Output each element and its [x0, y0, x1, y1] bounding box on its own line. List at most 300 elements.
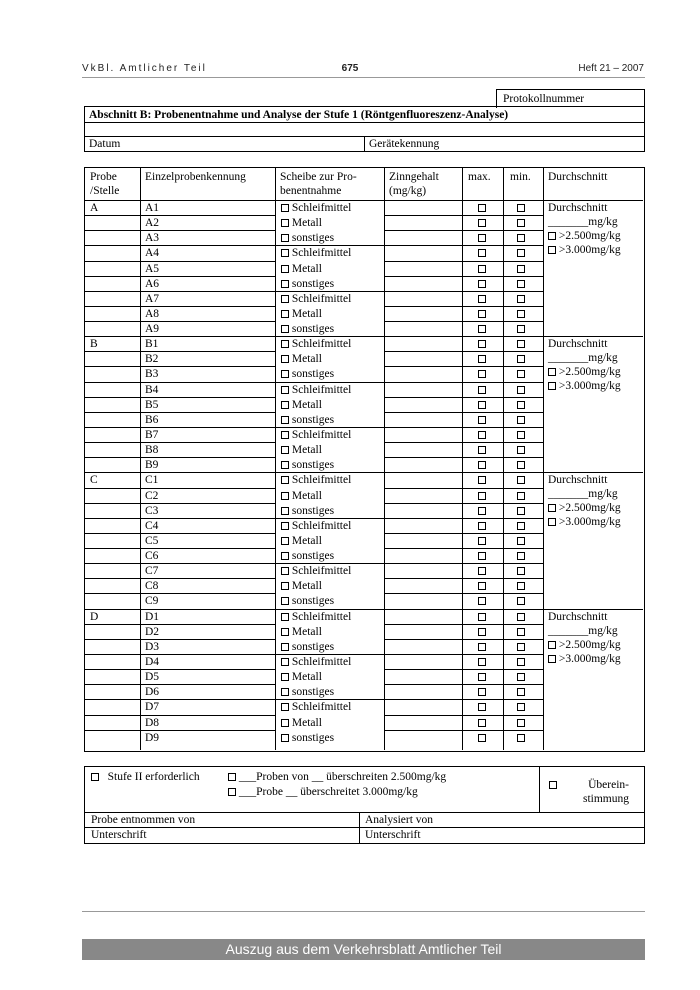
checkbox-icon[interactable] — [281, 386, 289, 394]
max-checkbox[interactable] — [478, 443, 486, 457]
checkbox-icon[interactable] — [478, 522, 486, 530]
zinngehalt-input[interactable] — [385, 670, 461, 683]
checkbox-icon[interactable] — [281, 492, 289, 500]
checkbox-icon[interactable] — [281, 310, 289, 318]
max-checkbox[interactable] — [478, 594, 486, 608]
min-checkbox[interactable] — [517, 443, 525, 457]
geraetekennung-label: Gerätekennung — [369, 138, 440, 150]
max-checkbox[interactable] — [478, 292, 486, 306]
max-checkbox[interactable] — [478, 367, 486, 381]
disc-option[interactable] — [281, 519, 351, 533]
avg-title: Durchschnitt — [548, 202, 608, 214]
min-checkbox[interactable] — [517, 413, 525, 427]
zinngehalt-input[interactable] — [385, 700, 461, 713]
checkbox-icon[interactable] — [478, 673, 486, 681]
max-checkbox[interactable] — [478, 534, 486, 548]
zinngehalt-input[interactable] — [385, 262, 461, 275]
checkbox-icon[interactable] — [281, 522, 289, 530]
min-checkbox[interactable] — [517, 716, 525, 730]
checkbox-icon[interactable] — [478, 265, 486, 273]
checkbox-icon[interactable] — [281, 643, 289, 651]
disc-option[interactable] — [281, 594, 334, 608]
divider — [85, 230, 275, 231]
checkbox-icon[interactable] — [478, 295, 486, 303]
disc-option[interactable] — [281, 716, 322, 730]
checkbox-icon[interactable] — [281, 507, 289, 515]
zinngehalt-input[interactable] — [385, 625, 461, 638]
zinngehalt-input[interactable] — [385, 579, 461, 592]
checkbox-icon[interactable] — [281, 219, 289, 227]
disc-option[interactable] — [281, 337, 351, 351]
disc-option[interactable] — [281, 655, 351, 669]
max-checkbox[interactable] — [478, 383, 486, 397]
disc-option[interactable] — [281, 625, 322, 639]
zinngehalt-input[interactable] — [385, 292, 461, 305]
disc-option[interactable] — [281, 322, 334, 336]
min-checkbox[interactable] — [517, 337, 525, 351]
max-checkbox[interactable] — [478, 504, 486, 518]
max-checkbox[interactable] — [478, 610, 486, 624]
checkbox-icon[interactable] — [517, 340, 525, 348]
checkbox-icon[interactable] — [548, 246, 556, 254]
checkbox-icon[interactable] — [517, 734, 525, 742]
checkbox-icon[interactable] — [478, 401, 486, 409]
zinngehalt-input[interactable] — [385, 489, 461, 502]
disc-option[interactable] — [281, 458, 334, 472]
checkbox-icon[interactable] — [517, 522, 525, 530]
checkbox-icon[interactable] — [281, 249, 289, 257]
disc-option[interactable] — [281, 413, 334, 427]
checkbox-icon[interactable] — [548, 382, 556, 390]
min-checkbox[interactable] — [517, 579, 525, 593]
min-checkbox[interactable] — [517, 670, 525, 684]
min-checkbox[interactable] — [517, 519, 525, 533]
checkbox-icon[interactable] — [478, 234, 486, 242]
disc-option-label: Schleifmittel — [291, 338, 352, 351]
min-checkbox[interactable] — [517, 473, 525, 487]
checkbox-icon[interactable] — [478, 613, 486, 621]
checkbox-icon[interactable] — [517, 613, 525, 621]
checkbox-icon[interactable] — [281, 265, 289, 273]
checkbox-icon[interactable] — [478, 537, 486, 545]
checkbox-icon[interactable] — [517, 431, 525, 439]
checkbox-icon[interactable] — [478, 567, 486, 575]
max-checkbox[interactable] — [478, 549, 486, 563]
max-checkbox[interactable] — [478, 398, 486, 412]
checkbox-icon[interactable] — [281, 476, 289, 484]
disc-option[interactable] — [281, 352, 322, 366]
disc-option[interactable] — [281, 216, 322, 230]
min-checkbox[interactable] — [517, 322, 525, 336]
max-checkbox[interactable] — [478, 428, 486, 442]
checkbox-icon[interactable] — [478, 643, 486, 651]
zinngehalt-input[interactable] — [385, 504, 461, 517]
zinngehalt-input[interactable] — [385, 443, 461, 456]
avg-threshold-option[interactable] — [548, 652, 621, 666]
disc-option[interactable] — [281, 428, 351, 442]
max-checkbox[interactable] — [478, 201, 486, 215]
checkbox-icon[interactable] — [281, 340, 289, 348]
zinngehalt-input[interactable] — [385, 428, 461, 441]
checkbox-icon[interactable] — [478, 552, 486, 560]
checkbox-icon[interactable] — [478, 476, 486, 484]
min-checkbox[interactable] — [517, 610, 525, 624]
zinngehalt-input[interactable] — [385, 246, 461, 259]
disc-option[interactable] — [281, 670, 322, 684]
disc-option[interactable] — [281, 277, 334, 291]
checkbox-icon[interactable] — [478, 492, 486, 500]
disc-option[interactable] — [281, 246, 351, 260]
checkbox-icon[interactable] — [478, 703, 486, 711]
min-checkbox[interactable] — [517, 277, 525, 291]
zinngehalt-input[interactable] — [385, 549, 461, 562]
sample-id: D9 — [145, 731, 160, 744]
min-checkbox[interactable] — [517, 534, 525, 548]
checkbox-icon[interactable] — [478, 370, 486, 378]
checkbox-icon[interactable] — [281, 416, 289, 424]
zinngehalt-input[interactable] — [385, 519, 461, 532]
checkbox-icon[interactable] — [228, 788, 236, 796]
checkbox-icon[interactable] — [478, 507, 486, 515]
disc-option[interactable] — [281, 398, 322, 412]
disc-option[interactable] — [281, 700, 351, 714]
checkbox-icon[interactable] — [281, 567, 289, 575]
checkbox-icon[interactable] — [517, 249, 525, 257]
checkbox-icon[interactable] — [517, 325, 525, 333]
disc-option[interactable] — [281, 489, 322, 503]
checkbox-icon[interactable] — [281, 280, 289, 288]
checkbox-icon[interactable] — [478, 628, 486, 636]
checkbox-icon[interactable] — [281, 613, 289, 621]
min-checkbox[interactable] — [517, 685, 525, 699]
checkbox-icon[interactable] — [281, 204, 289, 212]
avg-value-field[interactable]: _______mg/kg — [548, 352, 618, 365]
disc-option[interactable] — [281, 367, 334, 381]
checkbox-icon[interactable] — [548, 641, 556, 649]
max-checkbox[interactable] — [478, 625, 486, 639]
max-checkbox[interactable] — [478, 655, 486, 669]
avg-value-field[interactable]: _______mg/kg — [548, 624, 618, 637]
max-checkbox[interactable] — [478, 685, 486, 699]
max-checkbox[interactable] — [478, 337, 486, 351]
min-checkbox[interactable] — [517, 594, 525, 608]
checkbox-icon[interactable] — [549, 781, 557, 789]
checkbox-icon[interactable] — [517, 461, 525, 469]
max-checkbox[interactable] — [478, 352, 486, 366]
checkbox-icon[interactable] — [517, 537, 525, 545]
zinngehalt-input[interactable] — [385, 216, 461, 229]
min-checkbox[interactable] — [517, 564, 525, 578]
checkbox-icon[interactable] — [281, 355, 289, 363]
disc-option[interactable] — [281, 610, 351, 624]
checkbox-icon[interactable] — [517, 567, 525, 575]
zinngehalt-input[interactable] — [385, 473, 461, 486]
min-checkbox[interactable] — [517, 292, 525, 306]
zinngehalt-input[interactable] — [385, 564, 461, 577]
avg-value-field[interactable]: _______mg/kg — [548, 488, 618, 501]
checkbox-icon[interactable] — [478, 688, 486, 696]
min-checkbox[interactable] — [517, 458, 525, 472]
max-checkbox[interactable] — [478, 413, 486, 427]
min-checkbox[interactable] — [517, 398, 525, 412]
checkbox-icon[interactable] — [478, 219, 486, 227]
checkbox-icon[interactable] — [517, 234, 525, 242]
checkbox-icon[interactable] — [281, 703, 289, 711]
checkbox-icon[interactable] — [517, 280, 525, 288]
checkbox-icon[interactable] — [548, 232, 556, 240]
proben-label: ___Proben von __ überschreiten 2.500mg/kg — [238, 771, 447, 783]
checkbox-icon[interactable] — [548, 655, 556, 663]
max-checkbox[interactable] — [478, 231, 486, 245]
checkbox-icon[interactable] — [281, 295, 289, 303]
checkbox-icon[interactable] — [478, 340, 486, 348]
uebereinstimmung-checkbox[interactable] — [549, 778, 557, 792]
disc-option[interactable] — [281, 201, 351, 215]
max-checkbox[interactable] — [478, 564, 486, 578]
zinngehalt-input[interactable] — [385, 383, 461, 396]
checkbox-icon[interactable] — [281, 537, 289, 545]
zinngehalt-input[interactable] — [385, 716, 461, 729]
max-checkbox[interactable] — [478, 473, 486, 487]
avg-threshold-option[interactable] — [548, 638, 621, 652]
checkbox-icon[interactable] — [281, 552, 289, 560]
max-checkbox[interactable] — [478, 700, 486, 714]
checkbox-icon[interactable] — [281, 628, 289, 636]
issue-label: Heft 21 – 2007 — [578, 63, 644, 74]
disc-option-label: Metall — [291, 716, 322, 729]
min-checkbox[interactable] — [517, 655, 525, 669]
checkbox-icon[interactable] — [517, 310, 525, 318]
disc-option[interactable] — [281, 231, 334, 245]
zinngehalt-input[interactable] — [385, 655, 461, 668]
max-checkbox[interactable] — [478, 458, 486, 472]
checkbox-icon[interactable] — [517, 204, 525, 212]
checkbox-icon[interactable] — [478, 446, 486, 454]
divider — [85, 397, 275, 398]
disc-option[interactable] — [281, 534, 322, 548]
disc-option[interactable] — [281, 579, 322, 593]
checkbox-icon[interactable] — [478, 719, 486, 727]
disc-option[interactable] — [281, 549, 334, 563]
checkbox-icon[interactable] — [517, 355, 525, 363]
sample-id: A7 — [145, 292, 160, 305]
min-checkbox[interactable] — [517, 307, 525, 321]
checkbox-icon[interactable] — [281, 325, 289, 333]
checkbox-icon[interactable] — [517, 386, 525, 394]
min-checkbox[interactable] — [517, 352, 525, 366]
min-checkbox[interactable] — [517, 262, 525, 276]
checkbox-icon[interactable] — [478, 582, 486, 590]
checkbox-icon[interactable] — [517, 628, 525, 636]
avg-threshold-option[interactable] — [548, 243, 621, 257]
checkbox-icon[interactable] — [517, 401, 525, 409]
checkbox-icon[interactable] — [478, 431, 486, 439]
max-checkbox[interactable] — [478, 277, 486, 291]
checkbox-icon[interactable] — [548, 504, 556, 512]
disc-option[interactable] — [281, 473, 351, 487]
zinngehalt-input[interactable] — [385, 367, 461, 380]
min-checkbox[interactable] — [517, 246, 525, 260]
checkbox-icon[interactable] — [478, 658, 486, 666]
checkbox-icon[interactable] — [478, 280, 486, 288]
min-checkbox[interactable] — [517, 216, 525, 230]
max-checkbox[interactable] — [478, 216, 486, 230]
avg-threshold-option[interactable] — [548, 229, 621, 243]
divider — [539, 767, 540, 812]
disc-option-label: sonstiges — [291, 232, 335, 245]
checkbox-icon[interactable] — [478, 355, 486, 363]
min-checkbox[interactable] — [517, 489, 525, 503]
proben-option[interactable] — [228, 770, 446, 784]
disc-option[interactable] — [281, 383, 351, 397]
checkbox-icon[interactable] — [281, 582, 289, 590]
checkbox-icon[interactable] — [281, 461, 289, 469]
checkbox-icon[interactable] — [478, 325, 486, 333]
checkbox-icon[interactable] — [517, 643, 525, 651]
min-checkbox[interactable] — [517, 625, 525, 639]
footer-rule — [82, 911, 645, 912]
zinngehalt-input[interactable] — [385, 352, 461, 365]
zinngehalt-input[interactable] — [385, 458, 461, 471]
zinngehalt-input[interactable] — [385, 231, 461, 244]
disc-option[interactable] — [281, 443, 322, 457]
zinngehalt-input[interactable] — [385, 413, 461, 426]
checkbox-icon[interactable] — [517, 492, 525, 500]
checkbox-icon[interactable] — [517, 658, 525, 666]
disc-option[interactable] — [281, 685, 334, 699]
avg-threshold-option[interactable] — [548, 515, 621, 529]
zinngehalt-input[interactable] — [385, 322, 461, 335]
max-checkbox[interactable] — [478, 262, 486, 276]
checkbox-icon[interactable] — [517, 688, 525, 696]
checkbox-icon[interactable] — [281, 370, 289, 378]
checkbox-icon[interactable] — [517, 476, 525, 484]
min-checkbox[interactable] — [517, 640, 525, 654]
checkbox-icon[interactable] — [478, 416, 486, 424]
checkbox-icon[interactable] — [478, 204, 486, 212]
zinngehalt-header: (mg/kg) — [389, 185, 427, 197]
checkbox-icon[interactable] — [281, 734, 289, 742]
max-checkbox[interactable] — [478, 640, 486, 654]
max-checkbox[interactable] — [478, 670, 486, 684]
max-checkbox[interactable] — [478, 519, 486, 533]
disc-option[interactable] — [281, 640, 334, 654]
checkbox-icon[interactable] — [91, 773, 99, 781]
min-checkbox[interactable] — [517, 731, 525, 745]
avg-threshold-option[interactable] — [548, 365, 621, 379]
max-checkbox[interactable] — [478, 731, 486, 745]
checkbox-icon[interactable] — [281, 597, 289, 605]
checkbox-icon[interactable] — [281, 673, 289, 681]
zinngehalt-input[interactable] — [385, 594, 461, 607]
checkbox-icon[interactable] — [548, 518, 556, 526]
checkbox-icon[interactable] — [478, 386, 486, 394]
checkbox-icon[interactable] — [281, 658, 289, 666]
min-checkbox[interactable] — [517, 428, 525, 442]
checkbox-icon[interactable] — [517, 597, 525, 605]
zinngehalt-input[interactable] — [385, 685, 461, 698]
zinngehalt-input[interactable] — [385, 307, 461, 320]
checkbox-icon[interactable] — [478, 734, 486, 742]
checkbox-icon[interactable] — [548, 368, 556, 376]
zinngehalt-input[interactable] — [385, 201, 461, 214]
zinngehalt-input[interactable] — [385, 640, 461, 653]
checkbox-icon[interactable] — [281, 401, 289, 409]
sample-id: D1 — [145, 610, 160, 623]
disc-option[interactable] — [281, 564, 351, 578]
disc-option[interactable] — [281, 504, 334, 518]
zinngehalt-input[interactable] — [385, 337, 461, 350]
min-checkbox[interactable] — [517, 201, 525, 215]
disc-option-label: Metall — [291, 398, 322, 411]
checkbox-icon[interactable] — [281, 688, 289, 696]
max-checkbox[interactable] — [478, 246, 486, 260]
checkbox-icon[interactable] — [228, 773, 236, 781]
zinngehalt-input[interactable] — [385, 534, 461, 547]
min-checkbox[interactable] — [517, 383, 525, 397]
disc-option[interactable] — [281, 262, 322, 276]
checkbox-icon[interactable] — [517, 673, 525, 681]
avg-threshold-option[interactable] — [548, 501, 621, 515]
checkbox-icon[interactable] — [517, 552, 525, 560]
checkbox-icon[interactable] — [517, 370, 525, 378]
checkbox-icon[interactable] — [517, 719, 525, 727]
checkbox-icon[interactable] — [281, 234, 289, 242]
checkbox-icon[interactable] — [281, 719, 289, 727]
stufe2-option[interactable] — [91, 770, 200, 784]
probe-header: Probe — [90, 171, 117, 183]
max-checkbox[interactable] — [478, 322, 486, 336]
zinngehalt-input[interactable] — [385, 731, 461, 744]
min-checkbox[interactable] — [517, 504, 525, 518]
checkbox-icon[interactable] — [517, 265, 525, 273]
max-checkbox[interactable] — [478, 579, 486, 593]
min-checkbox[interactable] — [517, 367, 525, 381]
max-checkbox[interactable] — [478, 716, 486, 730]
zinngehalt-input[interactable] — [385, 277, 461, 290]
checkbox-icon[interactable] — [517, 219, 525, 227]
checkbox-icon[interactable] — [478, 310, 486, 318]
checkbox-icon[interactable] — [478, 597, 486, 605]
avg-value-field[interactable]: _______mg/kg — [548, 216, 618, 228]
zinngehalt-input[interactable] — [385, 398, 461, 411]
disc-option[interactable] — [281, 292, 351, 306]
zinngehalt-input[interactable] — [385, 610, 461, 623]
max-checkbox[interactable] — [478, 307, 486, 321]
avg-threshold-option[interactable] — [548, 379, 621, 393]
avg-title: Durchschnitt — [548, 610, 608, 623]
probe-option[interactable] — [228, 785, 418, 799]
checkbox-icon[interactable] — [517, 507, 525, 515]
checkbox-icon[interactable] — [517, 446, 525, 454]
checkbox-icon[interactable] — [517, 703, 525, 711]
checkbox-icon[interactable] — [281, 431, 289, 439]
disc-option[interactable] — [281, 307, 322, 321]
min-checkbox[interactable] — [517, 700, 525, 714]
checkbox-icon[interactable] — [517, 295, 525, 303]
sample-id: D2 — [145, 625, 160, 638]
max-checkbox[interactable] — [478, 489, 486, 503]
checkbox-icon[interactable] — [281, 446, 289, 454]
checkbox-icon[interactable] — [478, 461, 486, 469]
checkbox-icon[interactable] — [478, 249, 486, 257]
min-checkbox[interactable] — [517, 231, 525, 245]
min-checkbox[interactable] — [517, 549, 525, 563]
checkbox-icon[interactable] — [517, 416, 525, 424]
disc-option[interactable] — [281, 731, 334, 745]
checkbox-icon[interactable] — [517, 582, 525, 590]
sample-id: C4 — [145, 519, 159, 532]
